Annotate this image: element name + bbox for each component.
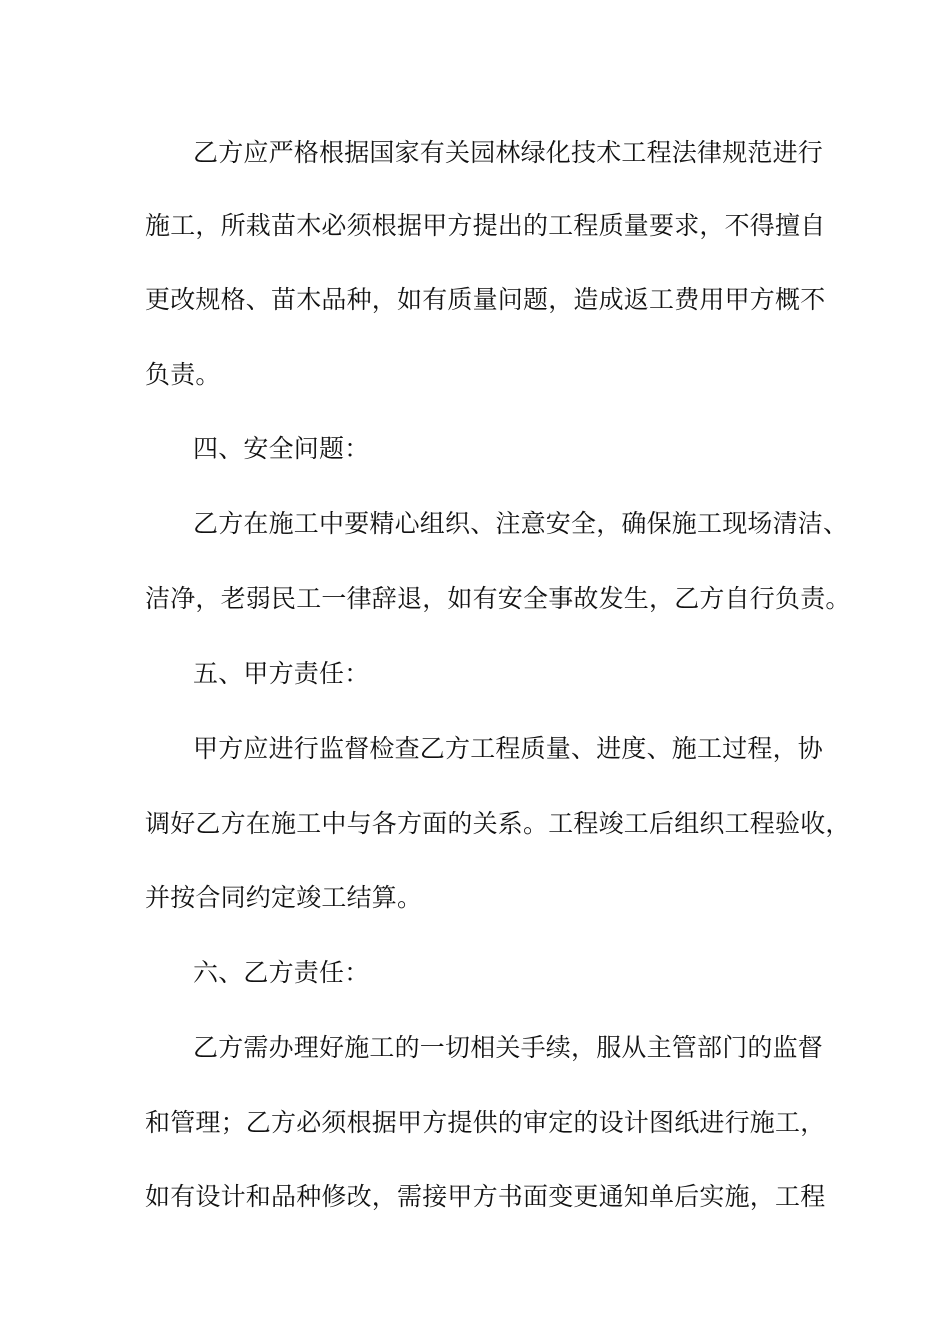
- paragraph-5-line-2: 调好乙方在施工中与各方面的关系。工程竣工后组织工程验收，: [145, 809, 851, 838]
- paragraph-6-line-1: 乙方需办理好施工的一切相关手续，服从主管部门的监督: [193, 1033, 824, 1062]
- paragraph-4-line-1: 乙方在施工中要精心组织、注意安全，确保施工现场清洁、: [193, 509, 849, 538]
- section-heading-party-a: 五、甲方责任：: [193, 659, 370, 688]
- paragraph-6-line-3: 如有设计和品种修改，需接甲方书面变更通知单后实施，工程: [145, 1182, 826, 1211]
- section-heading-party-b: 六、乙方责任：: [193, 958, 370, 987]
- paragraph-3-line-1: 乙方应严格根据国家有关园林绿化技术工程法律规范进行: [193, 138, 824, 167]
- paragraph-3-line-2: 施工，所栽苗木必须根据甲方提出的工程质量要求，不得擅自: [145, 211, 826, 240]
- paragraph-3-line-3: 更改规格、苗木品种，如有质量问题，造成返工费用甲方概不: [145, 285, 826, 314]
- paragraph-4-line-2: 洁净，老弱民工一律辞退，如有安全事故发生，乙方自行负责。: [145, 584, 851, 613]
- paragraph-6-line-2: 和管理；乙方必须根据甲方提供的审定的设计图纸进行施工，: [145, 1108, 826, 1137]
- paragraph-5-line-3: 并按合同约定竣工结算。: [145, 883, 423, 912]
- paragraph-3-line-4: 负责。: [145, 360, 221, 389]
- section-heading-safety: 四、安全问题：: [193, 434, 370, 463]
- paragraph-5-line-1: 甲方应进行监督检查乙方工程质量、进度、施工过程，协: [193, 734, 824, 763]
